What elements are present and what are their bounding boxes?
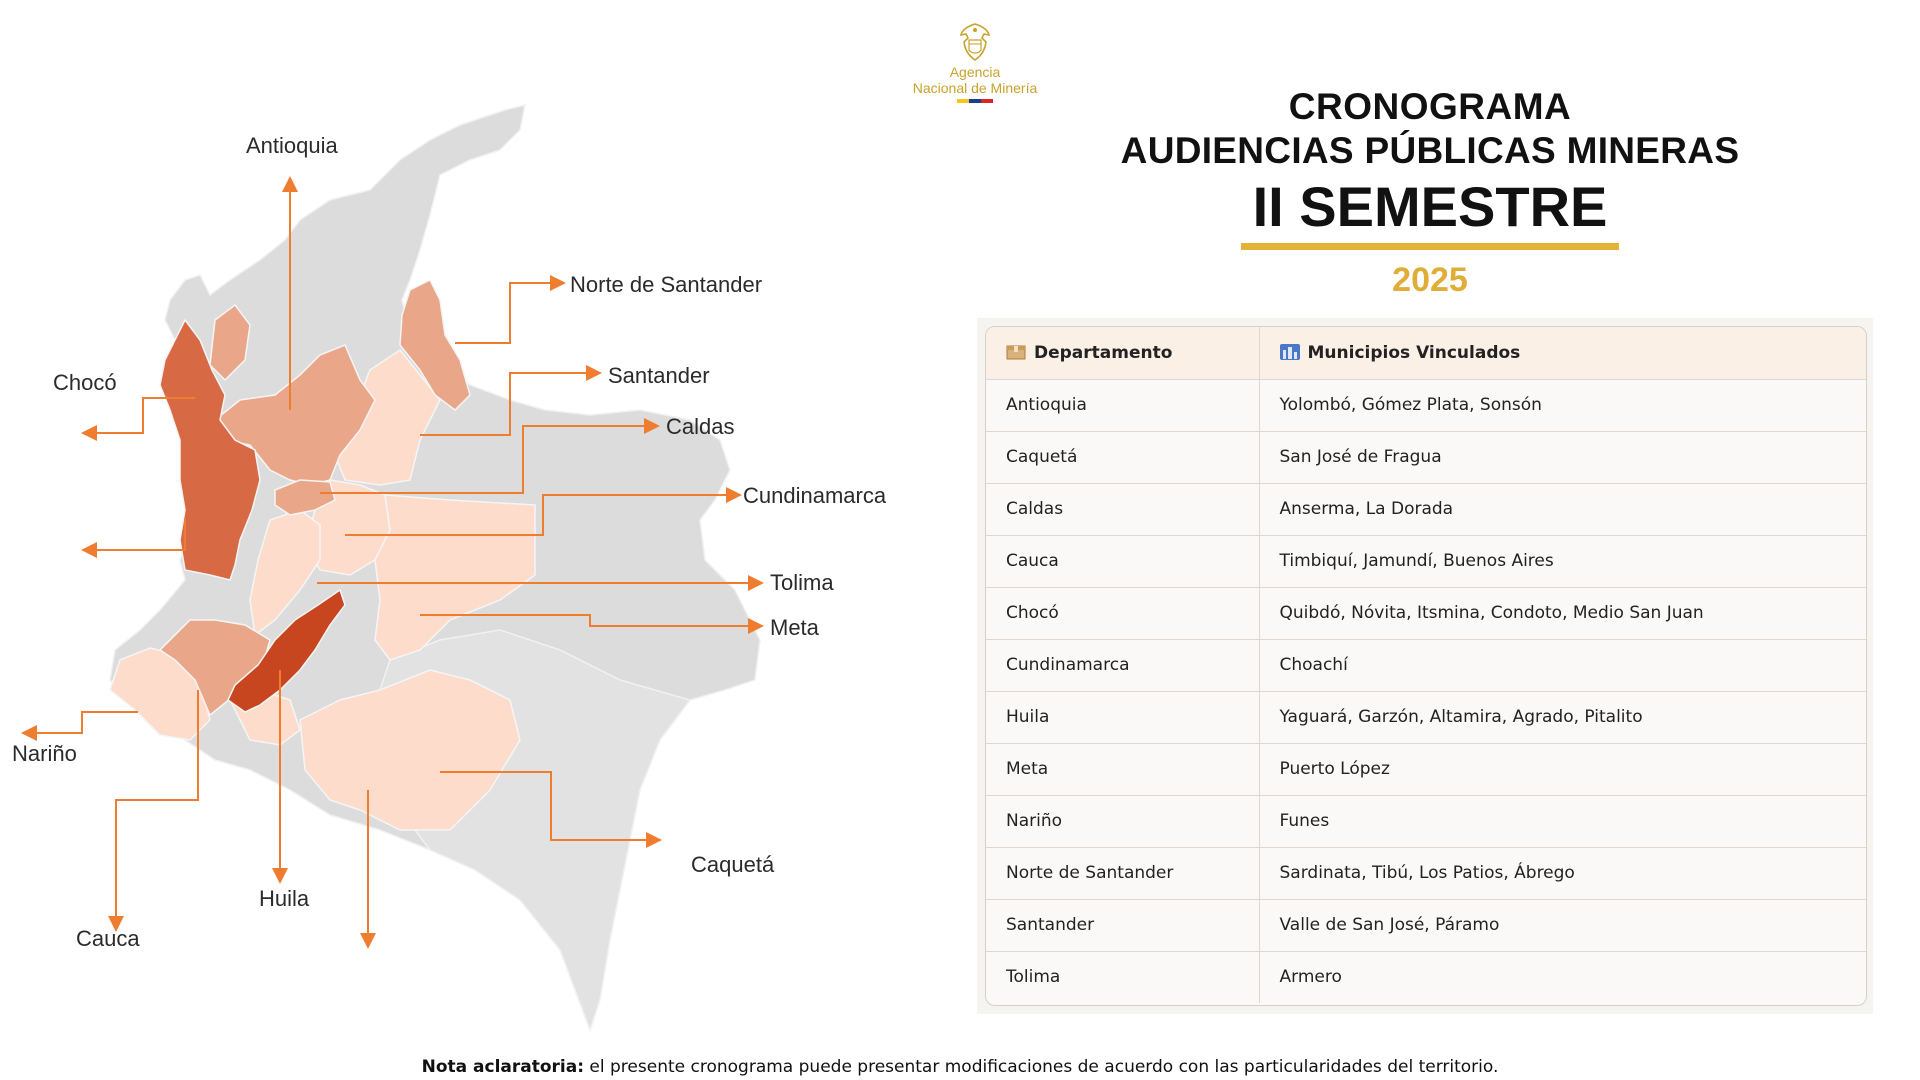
cell-departamento: Caquetá	[986, 431, 1259, 483]
cell-municipios: Funes	[1259, 795, 1866, 847]
cell-municipios: Quibdó, Nóvita, Itsmina, Condoto, Medio San Juan	[1259, 587, 1866, 639]
map-label-caldas: Caldas	[666, 414, 735, 439]
table-row	[986, 431, 1866, 483]
package-icon	[1006, 344, 1026, 360]
cell-municipios: Choachí	[1259, 639, 1866, 691]
footnote	[0, 1057, 1920, 1077]
table-panel	[977, 318, 1873, 1014]
cell-municipios: San José de Fragua	[1259, 431, 1866, 483]
footnote-text: el presente cronograma puede presentar modificaciones de acuerdo con las particularidades del territorio.	[584, 1057, 1499, 1077]
cell-municipios: Yaguará, Garzón, Altamira, Agrado, Pitalito	[1259, 691, 1866, 743]
table-row	[986, 899, 1866, 951]
table-row	[986, 951, 1866, 1003]
agency-name-line1: Agencia	[949, 64, 1001, 80]
cell-departamento: Santander	[986, 899, 1259, 951]
cell-municipios: Puerto López	[1259, 743, 1866, 795]
map-label-caqueta: Caquetá	[691, 852, 775, 877]
table-row	[986, 691, 1866, 743]
table-header-row	[986, 327, 1866, 379]
cell-departamento: Norte de Santander	[986, 847, 1259, 899]
cell-departamento: Caldas	[986, 483, 1259, 535]
column-header-municipios-label: Municipios Vinculados	[1307, 342, 1521, 363]
cell-departamento: Cauca	[986, 535, 1259, 587]
cell-departamento: Cundinamarca	[986, 639, 1259, 691]
map-label-antioquia: Antioquia	[246, 133, 338, 158]
table-row	[986, 847, 1866, 899]
agency-name-line2: Nacional de Minería	[912, 80, 1038, 96]
title-line-2: AUDIENCIAS PÚBLICAS MINERAS	[1120, 130, 1740, 171]
cell-departamento: Nariño	[986, 795, 1259, 847]
map-label-choco: Chocó	[53, 370, 117, 395]
cell-municipios: Valle de San José, Páramo	[1259, 899, 1866, 951]
cell-municipios: Sardinata, Tibú, Los Patios, Ábrego	[1259, 847, 1866, 899]
cell-departamento: Huila	[986, 691, 1259, 743]
schedule-table	[986, 327, 1866, 1003]
map-label-huila: Huila	[259, 886, 310, 911]
map-label-meta: Meta	[770, 615, 819, 640]
title-block	[1080, 85, 1780, 300]
cell-departamento: Chocó	[986, 587, 1259, 639]
footnote-label: Nota aclaratoria:	[421, 1057, 585, 1077]
map-label-cauca: Cauca	[76, 926, 140, 951]
title-underline	[1241, 243, 1619, 250]
table-row	[986, 535, 1866, 587]
colombia-map	[0, 0, 960, 1040]
cell-departamento: Antioquia	[986, 379, 1259, 431]
title-line-1: CRONOGRAMA	[1288, 86, 1572, 127]
map-label-norte-santander: Norte de Santander	[570, 272, 763, 297]
column-header-departamento	[986, 327, 1259, 379]
title-semester: II SEMESTRE	[1252, 175, 1608, 238]
map-label-tolima: Tolima	[770, 570, 834, 595]
column-header-municipios	[1259, 327, 1866, 379]
map-label-santander: Santander	[608, 363, 710, 388]
cell-municipios: Yolombó, Gómez Plata, Sonsón	[1259, 379, 1866, 431]
table-row	[986, 379, 1866, 431]
schedule-table-wrapper	[985, 326, 1867, 1006]
map-label-cundinamarca: Cundinamarca	[743, 483, 887, 508]
column-header-departamento-label: Departamento	[1034, 342, 1173, 363]
table-row	[986, 483, 1866, 535]
cell-departamento: Tolima	[986, 951, 1259, 1003]
cell-municipios: Anserma, La Dorada	[1259, 483, 1866, 535]
title-year: 2025	[1392, 261, 1468, 299]
table-row	[986, 639, 1866, 691]
map-label-narino: Nariño	[12, 741, 77, 766]
cell-municipios: Armero	[1279, 967, 1342, 988]
map-svg	[0, 0, 960, 1040]
flag-stripe	[957, 99, 993, 103]
table-row	[986, 795, 1866, 847]
agency-logo	[890, 22, 1060, 117]
city-icon	[1280, 344, 1300, 360]
coat-of-arms-icon	[956, 22, 994, 64]
cell-departamento: Meta	[986, 743, 1259, 795]
cell-municipios: Timbiquí, Jamundí, Buenos Aires	[1259, 535, 1866, 587]
table-row	[986, 743, 1866, 795]
table-row	[986, 587, 1866, 639]
table-body	[986, 379, 1866, 1003]
